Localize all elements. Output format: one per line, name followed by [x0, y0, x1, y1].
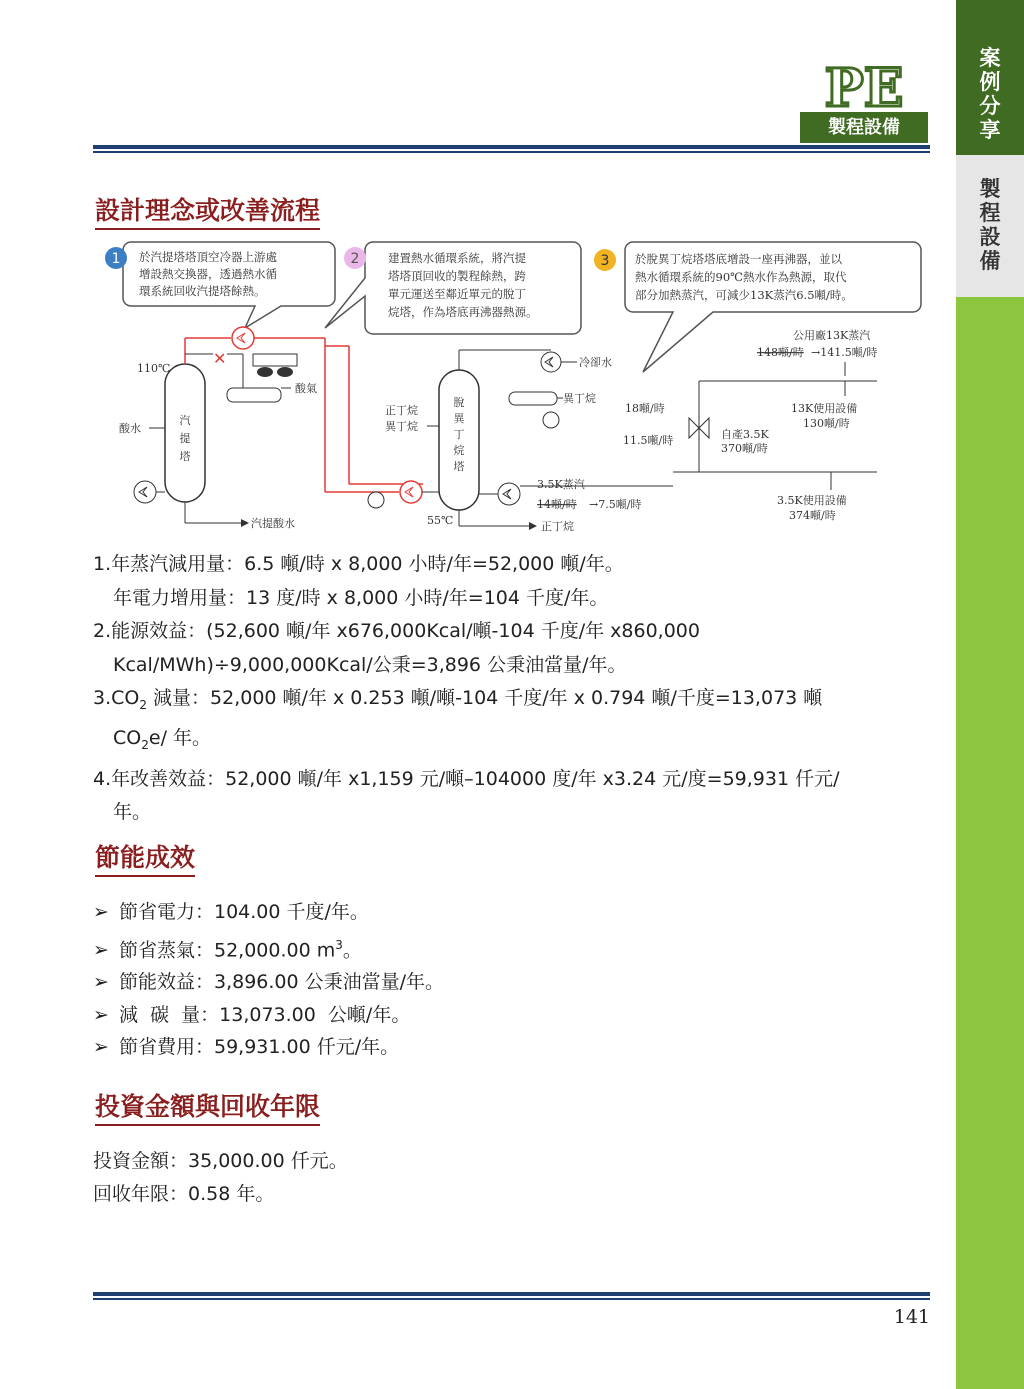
- calc-line-6: $CO_2e/$ 年。: [113, 727, 212, 753]
- result-item: ➢ 減 碳 量：13,073.00 公噸/年。: [93, 999, 444, 1032]
- side-tab-case-label: 案例分享: [979, 46, 1001, 142]
- calc-line-7: 4.年改善效益：52,000 噸/年 x1,159 元/噸–104000 度/年 x3.24 元/度=59,931 仟元/: [93, 767, 840, 790]
- callout-1-num: 1: [111, 251, 121, 267]
- sour-gas-label: 酸氣: [295, 382, 317, 395]
- svg-text:塔: 塔: [179, 450, 191, 463]
- sour-water-label: 酸水: [119, 422, 141, 435]
- use-35k-val: 374噸/時: [789, 509, 836, 522]
- result-item: ➢ 節能效益：3,896.00 公秉油當量/年。: [93, 966, 444, 999]
- self-35k-label: 自產3.5K: [721, 428, 769, 441]
- footer-rule: [93, 1292, 930, 1300]
- header-section-label: 製程設備: [800, 112, 928, 143]
- reflux-pump-icon: [543, 412, 559, 428]
- flow-new: 11.5噸/時: [623, 434, 674, 447]
- callout-2-line-4: 烷塔，作為塔底再沸器熱源。: [388, 305, 538, 319]
- pe-logo: [806, 62, 922, 112]
- result-item: ➢ 節省費用：59,931.00 仟元/年。: [93, 1031, 444, 1064]
- callout-3-line-3: 部分加熱蒸汽，可減少13K蒸汽6.5噸/時。: [635, 288, 853, 302]
- calculation-block: [93, 548, 933, 830]
- invest-block: [93, 1145, 933, 1211]
- side-tab-process-label: 製程設備: [979, 177, 1001, 273]
- svg-text:汽: 汽: [179, 414, 191, 427]
- self-35k-val: 370噸/時: [721, 442, 768, 455]
- hot-water-pump-icon: [368, 492, 384, 508]
- iso-butane-out-label: 異丁烷: [563, 392, 596, 405]
- svg-text:丁: 丁: [453, 428, 465, 441]
- bullet-arrow-icon: ➢: [93, 971, 109, 994]
- svg-text:脫: 脫: [453, 396, 465, 409]
- svg-text:塔: 塔: [453, 460, 465, 473]
- calc-line-8: 年。: [113, 801, 152, 824]
- calc-line-5: $3.CO_2$ 減量：52,000 噸/年 x 0.253 噸/噸-104 千度/年 x 0.794 噸/千度=13,073 噸: [93, 687, 823, 712]
- callout-2-num: 2: [350, 251, 360, 267]
- use-13k-val: 130噸/時: [803, 417, 850, 430]
- steam-reboiler-icon: [498, 483, 520, 505]
- svg-text:異: 異: [453, 412, 465, 425]
- bullet-arrow-icon: ➢: [93, 938, 109, 961]
- callout-1-line-2: 增設熱交換器，透過熱水循: [139, 267, 277, 281]
- steam-35k-label: 3.5K蒸汽: [537, 478, 585, 491]
- fan-icon: [257, 367, 273, 377]
- plant-13k-new: →141.5噸/時: [811, 346, 878, 359]
- calc-line-3: 2.能源效益：(52,600 噸/年 x676,000Kcal/噸-104 千度/年 x860,000: [93, 620, 700, 642]
- steam-35k-old: 14噸/時: [537, 498, 577, 511]
- calc-line-4: Kcal/MWh)÷9,000,000Kcal/公秉=3,896 公秉油當量/年。: [113, 653, 627, 676]
- pe-logo-text: PE: [824, 62, 904, 112]
- callout-2-line-2: 塔塔頂回收的製程餘熱，跨: [388, 269, 526, 283]
- reflux-drum: [509, 392, 557, 405]
- result-item: ➢ 節省蒸氣：52,000.00 $m^3$。: [93, 929, 444, 967]
- bullet-arrow-icon: ➢: [93, 901, 109, 923]
- calc-line-1: 1.年蒸汽減用量：6.5 噸/時 x 8,000 小時/年=52,000 噸/年。: [93, 553, 624, 575]
- callout-3-line-1: 於脫異丁烷塔塔底增設一座再沸器，並以: [635, 252, 842, 266]
- callout-2-line-1: 建置熱水循環系統，將汽提: [388, 251, 526, 265]
- drum: [227, 388, 281, 402]
- overhead-exchanger-icon: [232, 327, 254, 349]
- callout-2-line-3: 單元運送至鄰近單元的脫丁: [388, 287, 526, 301]
- new-reboiler-icon: [400, 481, 422, 503]
- page-number: 141: [893, 1306, 930, 1328]
- callout-2: [325, 242, 581, 334]
- n-butane-in-label: 正丁烷: [385, 404, 418, 417]
- bullet-arrow-icon: ➢: [93, 1036, 109, 1059]
- heading-results: 節能成效: [95, 843, 195, 877]
- temp-bottom: 55℃: [427, 514, 454, 527]
- svg-text:提: 提: [179, 432, 191, 445]
- stripper-reboiler-icon: [134, 481, 156, 503]
- flow-old: 18噸/時: [625, 402, 665, 415]
- iso-butane-in-label: 異丁烷: [385, 420, 418, 433]
- callout-3-num: 3: [600, 253, 610, 269]
- callout-1: [105, 242, 335, 328]
- bullet-arrow-icon: ➢: [93, 1003, 109, 1026]
- heading-design: 設計理念或改善流程: [95, 196, 320, 230]
- side-tab: [956, 0, 1024, 1389]
- invest-amount: 投資金額：35,000.00 仟元。: [93, 1150, 348, 1172]
- side-tab-case: [956, 0, 1024, 155]
- heading-invest: 投資金額與回收年限: [95, 1092, 320, 1126]
- result-item: ➢ 節省電力：104.00 千度/年。: [93, 896, 444, 929]
- temp-top: 110℃: [137, 362, 171, 375]
- calc-line-2: 年電力增用量：13 度/時 x 8,000 小時/年=104 千度/年。: [113, 586, 609, 609]
- use-35k-label: 3.5K使用設備: [777, 494, 847, 507]
- n-butane-out-label: 正丁烷: [541, 520, 574, 533]
- side-tab-process: [956, 155, 1024, 297]
- air-cooler: [253, 354, 297, 366]
- plant-13k-old: 148噸/時: [757, 346, 804, 359]
- results-list: [93, 896, 444, 1064]
- stripped-water-label: 汽提酸水: [251, 517, 295, 530]
- header-rule: [93, 145, 930, 153]
- callout-1-line-3: 環系統回收汽提塔餘熱。: [139, 284, 266, 298]
- x-mark-icon: ✕: [213, 349, 227, 368]
- use-13k-label: 13K使用設備: [791, 402, 858, 415]
- invest-payback: 回收年限：0.58 年。: [93, 1183, 275, 1205]
- steam-35k-new: →7.5噸/時: [589, 498, 642, 511]
- svg-text:烷: 烷: [453, 444, 465, 457]
- process-diagram: [93, 236, 933, 536]
- condenser-icon: [541, 352, 561, 372]
- plant-13k-label: 公用廠13K蒸汽: [793, 329, 871, 342]
- cooling-water-label: 冷卻水: [579, 356, 612, 369]
- callout-1-line-1: 於汽提塔塔頂空冷器上游處: [139, 250, 277, 264]
- callout-3-line-2: 熱水循環系統的90℃熱水作為熱源，取代: [635, 270, 847, 284]
